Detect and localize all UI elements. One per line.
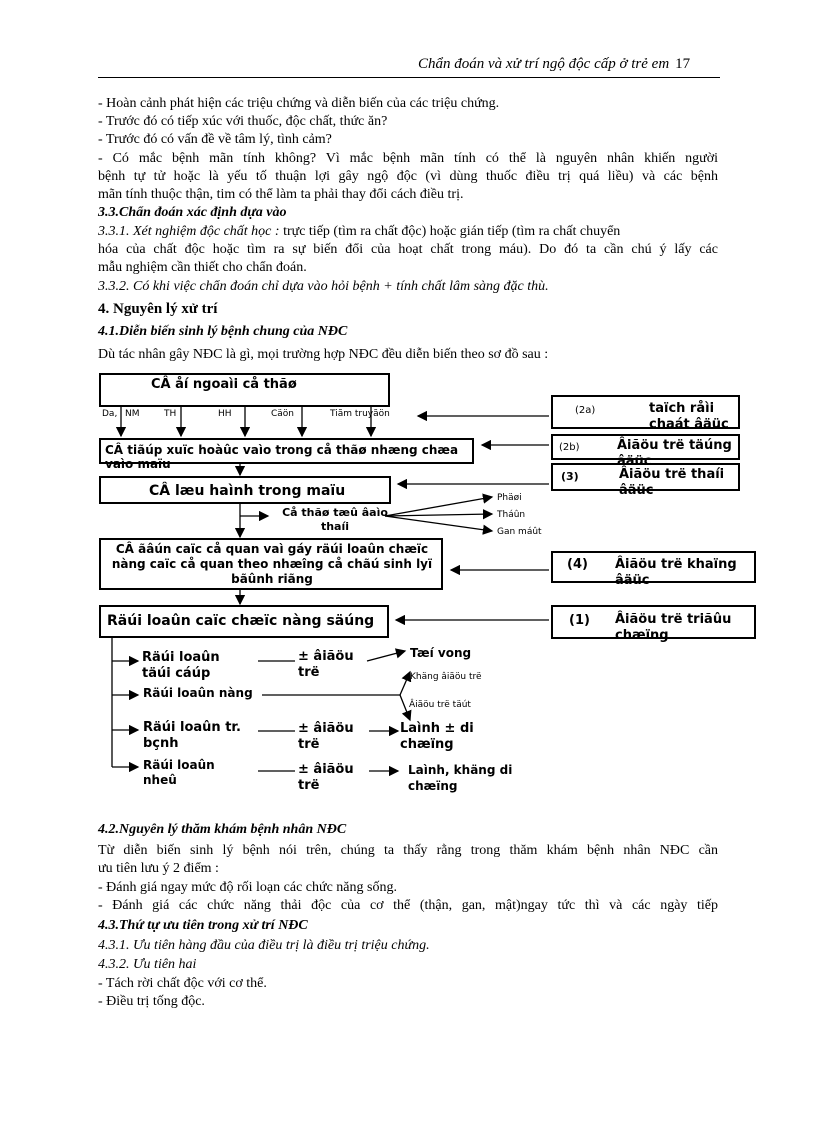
- box-number: (3): [561, 470, 579, 483]
- outcome-heal: Laình, khäng di chæïng: [408, 763, 513, 793]
- text-line: Dù tác nhân gây NĐC là gì, mọi trường hợp NĐC đều diễn biến theo sơ đồ sau :: [98, 347, 549, 362]
- box-number: (4): [567, 557, 588, 572]
- text-line: ưu tiên lưu ý 2 điểm :: [98, 861, 219, 876]
- text-line: mẫu nghiệm cần thiết cho chẩn đoán.: [98, 260, 307, 275]
- text-line: 4.3.2. Ưu tiên hai: [98, 957, 197, 972]
- outcome-death: Tæí vong: [410, 646, 472, 660]
- organ-label: Tháûn: [497, 510, 526, 520]
- box-label: Âiãöu trë triãûu chæïng: [615, 612, 732, 643]
- route-label: HH: [218, 409, 232, 419]
- text-line: - Điều trị tống độc.: [98, 994, 205, 1009]
- section-heading: 4. Nguyên lý xử trí: [98, 301, 218, 317]
- text-line: bệnh tự tử hoặc là yếu tố thuận lợi gây ngộ độc (vì dùng thuốc điều trị quá liều) và các bệnh: [98, 169, 718, 184]
- header-title: Chẩn đoán và xử trí ngộ độc cấp ở trẻ em: [418, 56, 670, 72]
- outcome-moderate: Räúi loaûn tr. bçnh: [143, 720, 241, 751]
- outcome-heavy: Räúi loaûn nàng: [143, 686, 253, 700]
- box-label: Räúi loaûn caïc chæïc nàng säúng: [107, 613, 375, 629]
- text-line: mãn tính thuộc thận, tim có thể làm ta phải thay đổi cách điều trị.: [98, 187, 464, 202]
- text-line: Từ diễn biến sinh lý bệnh nói trên, chúng ta thấy rằng trong thăm khám bệnh nhân NĐC cần: [98, 843, 718, 858]
- text-line: 4.3.1. Ưu tiên hàng đầu của điều trị là điều trị triệu chứng.: [98, 938, 430, 953]
- outcome-treatment: ± âiãöu trë: [298, 649, 354, 680]
- text-line: - Hoàn cảnh phát hiện các triệu chứng và diễn biến của các triệu chứng.: [98, 96, 500, 111]
- outcome-severe: Räúi loaûn täúi cáúp: [142, 650, 220, 681]
- box-number: (1): [569, 613, 590, 628]
- text-line: - Có mắc bệnh mãn tính không? Vì mắc bệnh mãn tính có thể là nguyên nhân khiến người: [98, 151, 718, 166]
- box-label: Âiãöu trë täúng âäüc: [617, 438, 732, 469]
- outcome-treatment: ± âiãöu trë: [298, 762, 354, 793]
- section-heading: 4.1.Diễn biến sinh lý bệnh chung của NĐC: [98, 324, 348, 339]
- text-line: - Trước đó có vấn đề về tâm lý, tình cảm?: [98, 132, 332, 147]
- organ-label: Gan máût: [497, 527, 542, 537]
- box-number: (2a): [575, 405, 596, 416]
- box-number: (2b): [559, 442, 580, 453]
- route-label: Cäön: [271, 409, 295, 419]
- section-heading: 4.2.Nguyên lý thăm khám bệnh nhân NĐC: [98, 822, 347, 837]
- text-line: - Trước đó có tiếp xúc với thuốc, độc chất, thức ăn?: [98, 114, 388, 129]
- route-label: TH: [164, 409, 177, 419]
- box-label: Âiãöu trë thaíi âäüc: [619, 467, 725, 498]
- subheading: 3.3.1. Xét nghiệm độc chất học :: [98, 224, 280, 239]
- outcome-treatment: ± âiãöu trë: [298, 721, 354, 752]
- box-label: Âiãöu trë khaïng âäüc: [615, 557, 737, 588]
- outcome-good-treatment: Âiãöu trë täút: [409, 700, 471, 710]
- outcome-no-treatment: Khäng âiãöu trë: [410, 672, 482, 682]
- box-label: taïch råìi chaát âäüc: [649, 401, 729, 432]
- self-elimination-label: Cå thãø tæû âaìo thaíi: [282, 506, 388, 533]
- outcome-heal-sequela: Laình ± di chæïng: [400, 721, 474, 752]
- box-label: CÂ læu haình trong maïu: [149, 483, 346, 499]
- section-heading: 4.3.Thứ tự ưu tiên trong xử trí NĐC: [98, 918, 308, 933]
- text-line: - Đánh giá các chức năng thải độc của cơ thể (thận, gan, mật)ngay tức thì và các ngày tiếp: [98, 898, 718, 913]
- route-label: NM: [125, 409, 140, 419]
- text-line: 3.3.2. Có khi việc chẩn đoán chỉ dựa vào hỏi bệnh + tính chất lâm sàng đặc thù.: [98, 279, 549, 294]
- text-span: trực tiếp (tìm ra chất độc) hoặc gián tiếp (tìm ra chất chuyển: [279, 224, 621, 239]
- section-heading: 3.3.Chẩn đoán xác định dựa vào: [98, 205, 287, 220]
- outcome-mild: Räúi loaûn nheû: [143, 758, 215, 787]
- box-label: CÂ tiãúp xuïc hoàûc vaìo trong cå thãø nhæng chæa vaìo maïu: [105, 443, 459, 471]
- text-line: - Đánh giá ngay mức độ rối loạn các chức năng sống.: [98, 880, 397, 895]
- page-number: 17: [675, 56, 691, 72]
- text-line: - Tách rời chất độc với cơ thể.: [98, 976, 267, 991]
- organ-label: Phäøi: [497, 493, 522, 503]
- box-label: CÂ åí ngoaìi cå thãø: [151, 377, 297, 392]
- box-label: CÂ ãâún caïc cå quan vaì gáy räúi loaûn chæïc nàng caïc cå quan theo nhæîng cå chãú sinh lyï bãûnh riãng: [111, 542, 433, 586]
- route-label: Da,: [102, 409, 118, 419]
- route-label: Tiãm truyãön: [330, 409, 390, 419]
- text-line: hóa của chất độc hoặc tìm ra sự biến đổi của hoạt chất trong máu). Do đó ta cần chú ý lấy các: [98, 242, 718, 257]
